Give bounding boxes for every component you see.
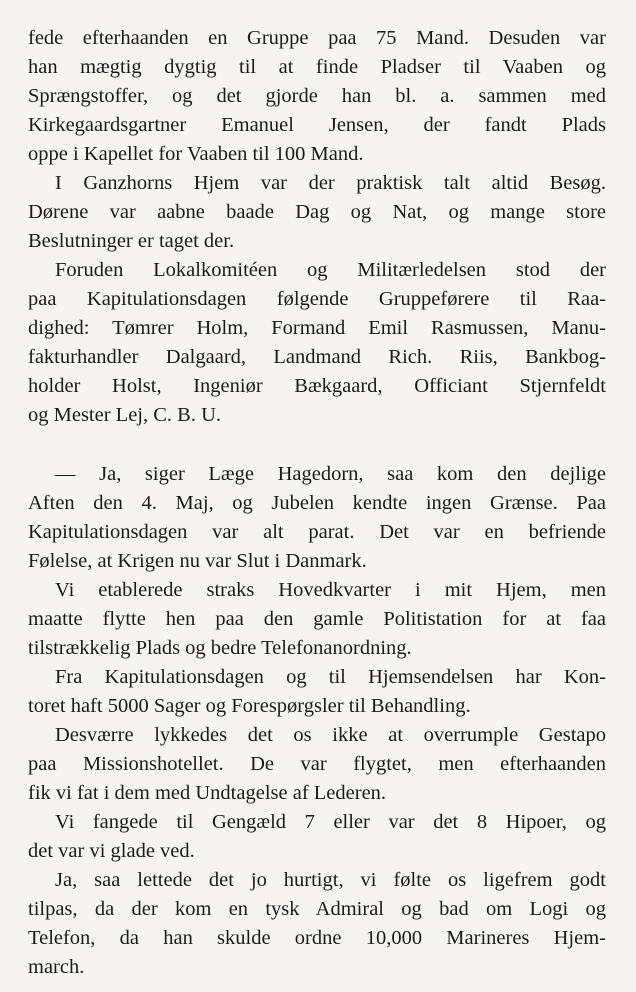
text-line: Kapitulationsdagen var alt parat. Det var en befriende [28, 521, 606, 543]
text-line: paa Missionshotellet. De var flygtet, men efterhaanden [28, 753, 606, 775]
text-line: Sprængstoffer, og det gjorde han bl. a. sammen med [28, 85, 606, 107]
text-line: Vi fangede til Gengæld 7 eller var det 8 Hipoer, og [55, 811, 606, 833]
text-line: tilpas, da der kom en tysk Admiral og bad om Logi og [28, 898, 606, 920]
text-line: fakturhandler Dalgaard, Landmand Rich. Riis, Bankbog- [28, 346, 606, 368]
text-line: I Ganzhorns Hjem var der praktisk talt altid Besøg. [55, 172, 606, 194]
text-line: holder Holst, Ingeniør Bækgaard, Officiant Stjernfeldt [28, 375, 606, 397]
text-line: paa Kapitulationsdagen følgende Gruppeførere til Raa- [28, 288, 606, 310]
text-line: maatte flytte hen paa den gamle Politistation for at faa [28, 608, 606, 630]
text-line: Fra Kapitulationsdagen og til Hjemsendelsen har Kon- [55, 666, 606, 688]
text-block-hagedorn [28, 460, 606, 982]
text-line: fik vi fat i dem med Undtagelse af Lederen. [28, 782, 387, 804]
text-line: — Ja, siger Læge Hagedorn, saa kom den dejlige [55, 463, 606, 485]
text-line: Dørene var aabne baade Dag og Nat, og mange store [28, 201, 606, 223]
text-line: Telefon, da han skulde ordne 10,000 Marineres Hjem- [28, 927, 606, 949]
text-line: Foruden Lokalkomitéen og Militærledelsen stod der [55, 259, 606, 281]
text-line: oppe i Kapellet for Vaaben til 100 Mand. [28, 143, 364, 165]
text-line: Vi etablerede straks Hovedkvarter i mit Hjem, men [55, 579, 606, 601]
text-line: Aften den 4. Maj, og Jubelen kendte ingen Grænse. Paa [28, 492, 606, 514]
text-line: Beslutninger er taget der. [28, 230, 235, 252]
text-line: Desværre lykkedes det os ikke at overrumple Gestapo [55, 724, 606, 746]
text-block-ganzhorn [28, 24, 606, 430]
text-line: Kirkegaardsgartner Emanuel Jensen, der fandt Plads [28, 114, 606, 136]
text-line: toret haft 5000 Sager og Forespørgsler til Behandling. [28, 695, 471, 717]
text-line: dighed: Tømrer Holm, Formand Emil Rasmussen, Manu- [28, 317, 606, 339]
text-line: tilstrækkelig Plads og bedre Telefonanordning. [28, 637, 412, 659]
text-line: Følelse, at Krigen nu var Slut i Danmark. [28, 550, 367, 572]
text-line: og Mester Lej, C. B. U. [28, 404, 222, 426]
text-line: march. [28, 956, 85, 978]
text-line: Ja, saa lettede det jo hurtigt, vi følte os ligefrem godt [55, 869, 606, 891]
text-line: fede efterhaanden en Gruppe paa 75 Mand. Desuden var [28, 27, 606, 49]
text-line: han mægtig dygtig til at finde Pladser til Vaaben og [28, 56, 606, 78]
text-line: det var vi glade ved. [28, 840, 195, 862]
